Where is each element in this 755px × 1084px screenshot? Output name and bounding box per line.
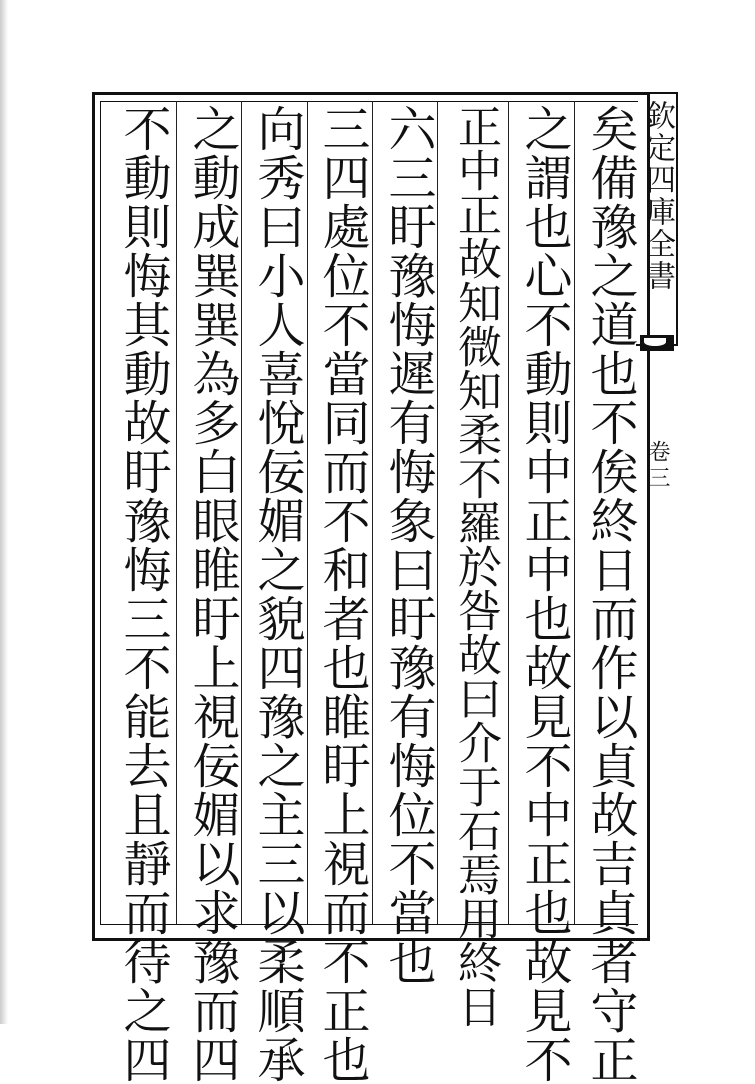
banner-title: 欽定四庫全書 [640,100,675,292]
text-column-1: 矣備豫之道也不俟終日而作以貞故吉貞者守正 [582,104,638,1084]
volume-label: 卷三 [645,440,670,492]
text-column-4: 六三盱豫悔遲有悔象曰盱豫有悔位不當也 [380,104,436,986]
column-rule [574,101,575,924]
fishtail-mark-icon [640,335,674,351]
text-column-2: 之謂也心不動則中正中也故見不中正也故見不 [516,104,572,1084]
frame-inner-left-rule [100,101,101,924]
text-column-6: 向秀曰小人喜悅佞媚之貌四豫之主三以柔順承 [249,104,305,1084]
frame-inner-top-rule [100,101,638,102]
page-edge-shadow [0,0,8,1024]
column-rule [508,101,509,924]
text-column-7: 之動成巽巽為多白眼睢盱上視佞媚以求豫而四 [184,104,240,1084]
text-column-5: 三四處位不當同而不和者也睢盱上視而不正也 [314,104,370,1084]
column-rule [176,101,177,924]
text-column-3: 正中正故知微知柔不羅於咎故曰介于石焉用終日 [450,104,501,1028]
text-column-8: 不動則悔其動故盱豫悔三不能去且靜而待之四 [115,104,171,1084]
column-rule [307,101,308,924]
column-rule [372,101,373,924]
